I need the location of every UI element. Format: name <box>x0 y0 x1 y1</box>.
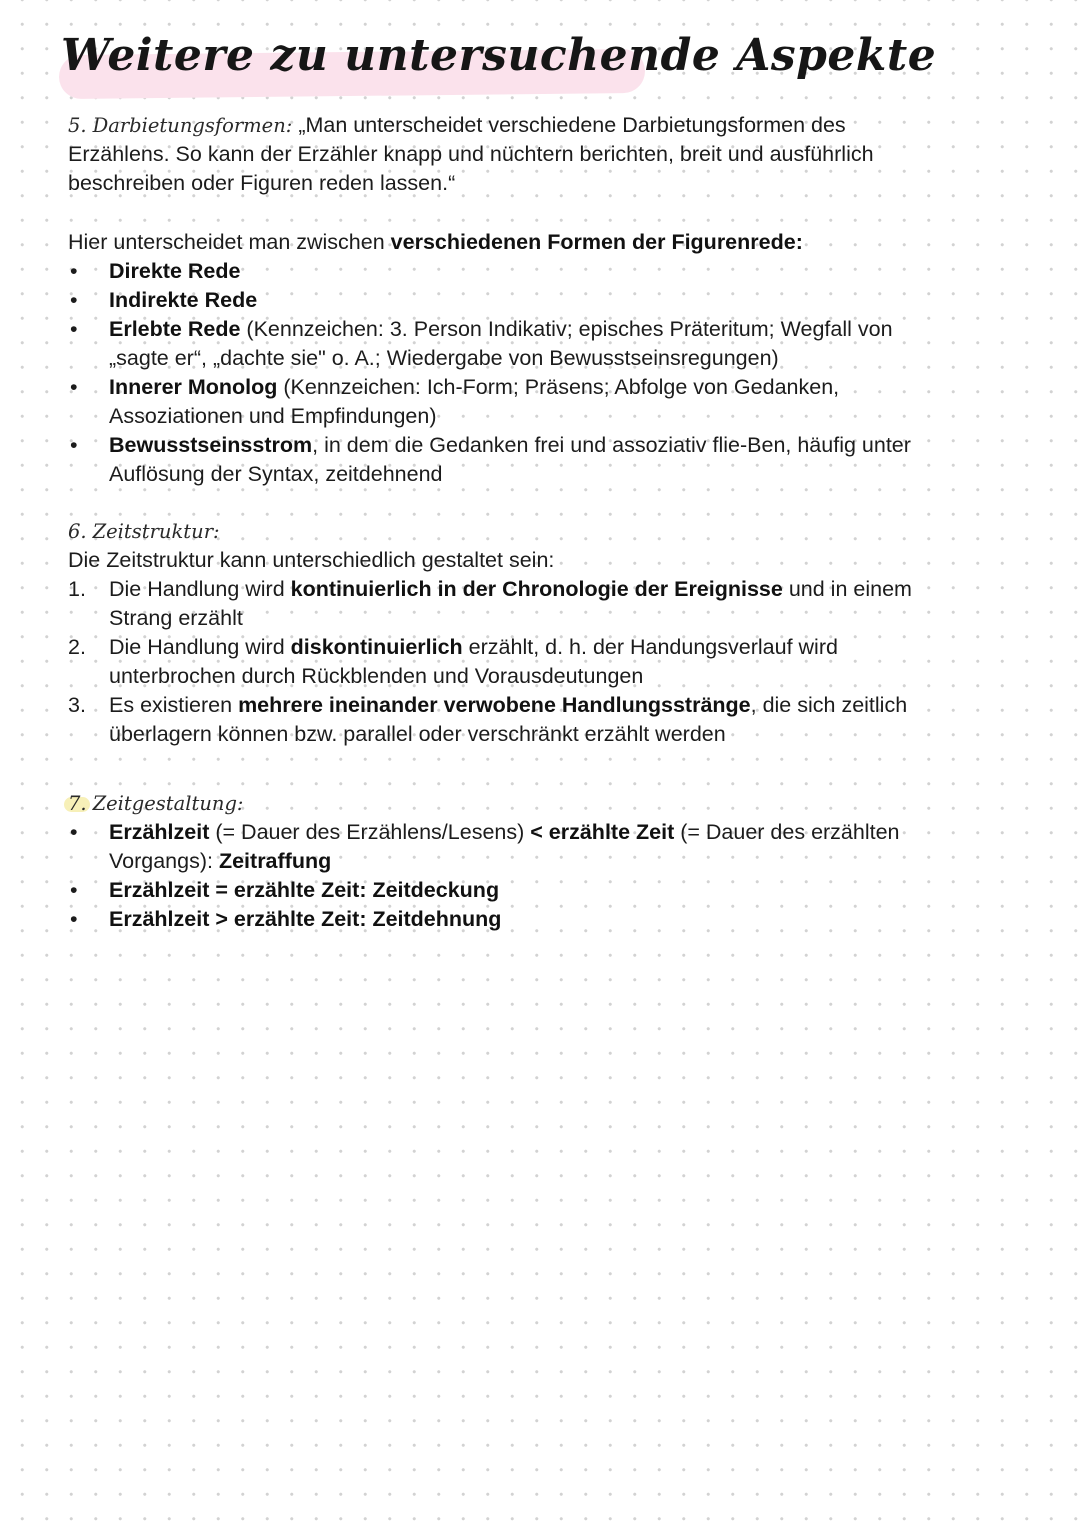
list-item-text: erzählt, d. h. der Handungsverlauf wird unterbrochen durch Rückblenden und Vorausdeutungen <box>109 635 838 688</box>
list-item-text: (= Dauer des erzählten Vorgangs): <box>109 820 900 873</box>
list-item-text: , die sich zeitlich überlagern können bzw. parallel oder verschränkt erzählt werden <box>109 693 908 746</box>
bullet-icon: • <box>70 259 78 283</box>
list-item-bold: Erzählzeit = erzählte Zeit: Zeitdeckung <box>109 878 500 902</box>
list-item-text: (Kennzeichen: 3. Person Indikativ; episches Präteritum; Wegfall von „sagte er“, „dachte sie" o. A.; Wiedergabe von Bewusstseinsregungen) <box>109 317 893 370</box>
list-item-text: Es existieren <box>109 693 239 717</box>
section-7 <box>68 789 948 934</box>
list-item-text: Die Handlung wird <box>109 635 291 659</box>
list-item-text: (Kennzeichen: Ich-Form; Präsens; Abfolge von Gedanken, Assoziationen und Empfindungen) <box>109 375 840 428</box>
list-item <box>68 431 948 489</box>
list-item <box>68 691 948 749</box>
list-item-text: , in dem die Gedanken frei und assoziativ flie-Ben, häufig unter Auflösung der Syntax, zeitdehnend <box>109 433 911 486</box>
list-item <box>68 633 948 691</box>
zeitstruktur-list <box>68 575 948 749</box>
list-item <box>68 373 948 431</box>
list-item-bold: Indirekte Rede <box>109 288 258 312</box>
list-item-text: (= Dauer des Erzählens/Lesens) <box>209 820 531 844</box>
bullet-icon: • <box>70 317 78 341</box>
section-7-heading: Zeitgestaltung: <box>92 792 244 815</box>
section-6-heading: Zeitstruktur: <box>92 520 220 543</box>
list-item <box>68 876 948 905</box>
figurenrede-list <box>68 257 948 489</box>
list-item-bold: < erzählte Zeit <box>530 820 675 844</box>
list-item-bold: Bewusstseinsstrom <box>109 433 313 457</box>
list-item-bold: diskontinuierlich <box>290 635 463 659</box>
list-item <box>68 286 948 315</box>
list-item <box>68 257 948 286</box>
list-item-text: Die Handlung wird <box>109 577 291 601</box>
bullet-icon: • <box>70 288 78 312</box>
bullet-icon: • <box>70 878 78 902</box>
list-item <box>68 818 948 876</box>
list-number: 1. <box>68 577 86 601</box>
section-6-heading-line <box>68 517 948 546</box>
section-5-heading: Darbietungsformen: <box>92 114 293 137</box>
bullet-icon: • <box>70 907 78 931</box>
list-item-bold: kontinuierlich in der Chronologie der Ereignisse <box>290 577 783 601</box>
list-item-bold: Innerer Monolog <box>109 375 278 399</box>
section-7-number: 7. <box>68 789 87 818</box>
bullet-icon: • <box>70 820 78 844</box>
page-title: Weitere zu untersuchende Aspekte <box>61 30 937 81</box>
section-6 <box>68 517 948 749</box>
section-6-number: 6. <box>68 520 87 543</box>
bullet-icon: • <box>70 375 78 399</box>
section-5-quote: „Man unterscheidet verschiedene Darbietungsformen des Erzählens. So kann der Erzähler knapp und nüchtern berichten, breit und ausführlich beschreiben oder Figuren reden lassen.“ <box>68 113 874 195</box>
section-5-quote-paragraph <box>68 111 948 198</box>
list-item-bold: Zeitraffung <box>218 849 332 873</box>
list-item <box>68 575 948 633</box>
section-5 <box>68 111 948 198</box>
figurenrede-intro <box>68 228 948 257</box>
list-item-bold: Erlebte Rede <box>109 317 241 341</box>
zeitgestaltung-list <box>68 818 948 934</box>
list-item-text: und in einem Strang erzählt <box>109 577 912 630</box>
title-area <box>55 30 936 81</box>
figurenrede-intro-bold: verschiedenen Formen der Figurenrede: <box>390 230 803 254</box>
section-7-heading-line <box>68 789 948 818</box>
section-5-number: 5. <box>68 114 87 137</box>
figurenrede-intro-text: Hier unterscheidet man zwischen <box>68 230 391 254</box>
list-item-bold: mehrere ineinander verwobene Handlungsstränge <box>238 693 751 717</box>
bullet-icon: • <box>70 433 78 457</box>
figurenrede-block <box>68 228 948 489</box>
list-item <box>68 905 948 934</box>
list-item-bold: Direkte Rede <box>109 259 241 283</box>
list-item-bold: Erzählzeit <box>109 820 210 844</box>
list-item-bold: Erzählzeit > erzählte Zeit: Zeitdehnung <box>109 907 502 931</box>
list-number: 2. <box>68 635 86 659</box>
list-item <box>68 315 948 373</box>
list-number: 3. <box>68 693 86 717</box>
section-6-intro: Die Zeitstruktur kann unterschiedlich gestaltet sein: <box>68 548 555 572</box>
